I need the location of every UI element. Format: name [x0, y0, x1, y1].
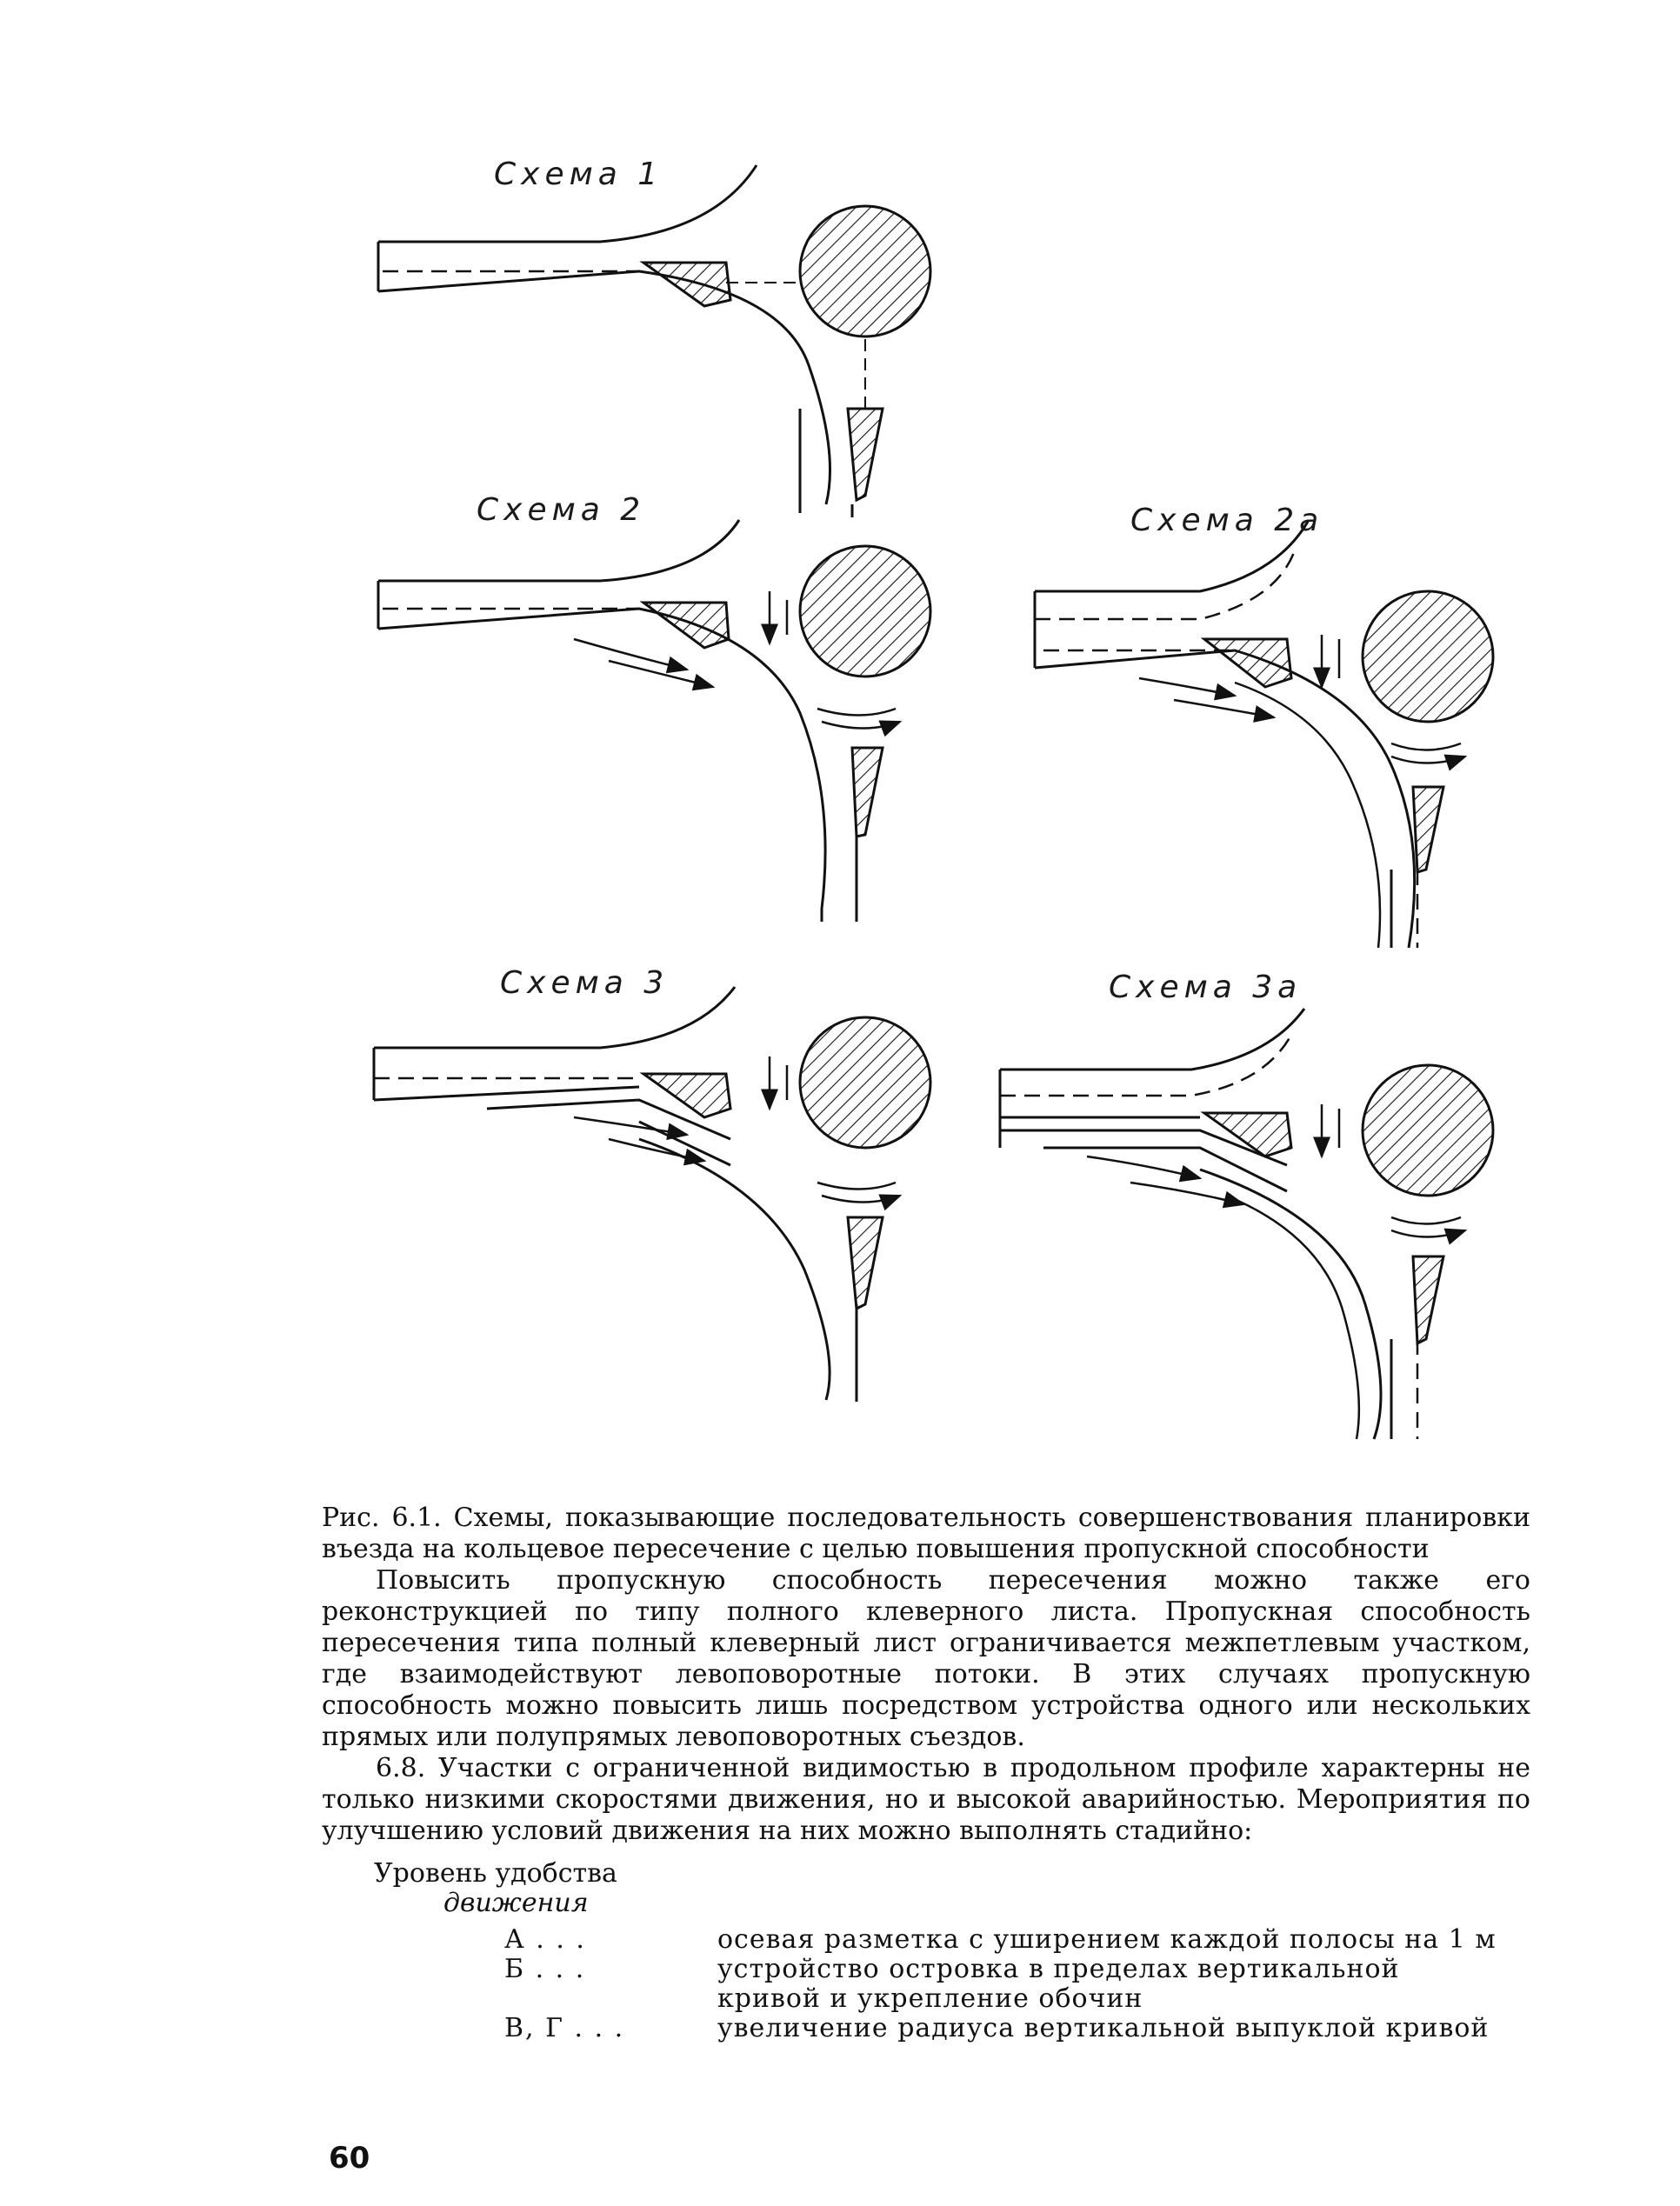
levels-row — [461, 2014, 1500, 2043]
level-code: А . . . — [504, 1924, 586, 1955]
levels-row — [461, 1955, 1500, 2014]
text-block — [322, 1503, 1530, 2043]
level-code: В, Г . . . — [504, 2013, 625, 2043]
level-code: Б . . . — [504, 1954, 586, 1984]
levels-header-line2: движения — [443, 1888, 589, 1918]
scheme-1-drawing — [378, 165, 930, 517]
paragraph-6-8: 6.8. Участки с ограниченной видимостью в продольном профиле характерны не только низкими скоростями движения, но и высокой аварийностью. Мероприятия по улучшению условий движения на них можно выполнять стадийно: — [322, 1753, 1530, 1846]
levels-row — [461, 1925, 1500, 1955]
level-measure: устройство островка в пределах вертикальной кривой и укрепление обочин — [717, 1954, 1400, 2014]
scheme-1-label: Схема 1 — [494, 157, 663, 192]
levels-header-line1: Уровень удобства — [374, 1858, 617, 1889]
level-measure: увеличение радиуса вертикальной выпуклой кривой — [717, 2013, 1490, 2043]
scheme-3a-label: Схема 3а — [1109, 970, 1303, 1005]
scheme-2-label: Схема 2 — [477, 492, 646, 528]
scheme-3-drawing — [374, 987, 930, 1402]
figure-caption: Рис. 6.1. Схемы, показывающие последовательность совершенствования планировки въезда на кольцевое пересечение с целью повышения пропускной способности — [322, 1503, 1530, 1564]
levels-table — [461, 1925, 1500, 2043]
scheme-2a-drawing — [1035, 520, 1493, 948]
scheme-3a-drawing — [1000, 1009, 1493, 1439]
paragraph-cloverleaf: Повысить пропускную способность пересечения можно также его реконструкцией по типу полного клеверного листа. Пропускная способность пересечения типа полный клеверный лист ограничивается межпетлевым участком, где взаимодействуют левоповоротные потоки. В этих случаях пропускную способность можно повысить лишь посредством устройства одного или нескольких прямых или полупрямых левоповоротных съездов. — [322, 1565, 1530, 1752]
scheme-2-drawing — [378, 520, 930, 922]
scheme-2a-label: Схема 2а — [1130, 503, 1324, 538]
scheme-3-label: Схема 3 — [500, 965, 670, 1001]
levels-header — [374, 1859, 1530, 1918]
level-measure: осевая разметка с уширением каждой полосы на 1 м — [717, 1924, 1497, 1955]
page-number: 60 — [329, 2141, 370, 2176]
